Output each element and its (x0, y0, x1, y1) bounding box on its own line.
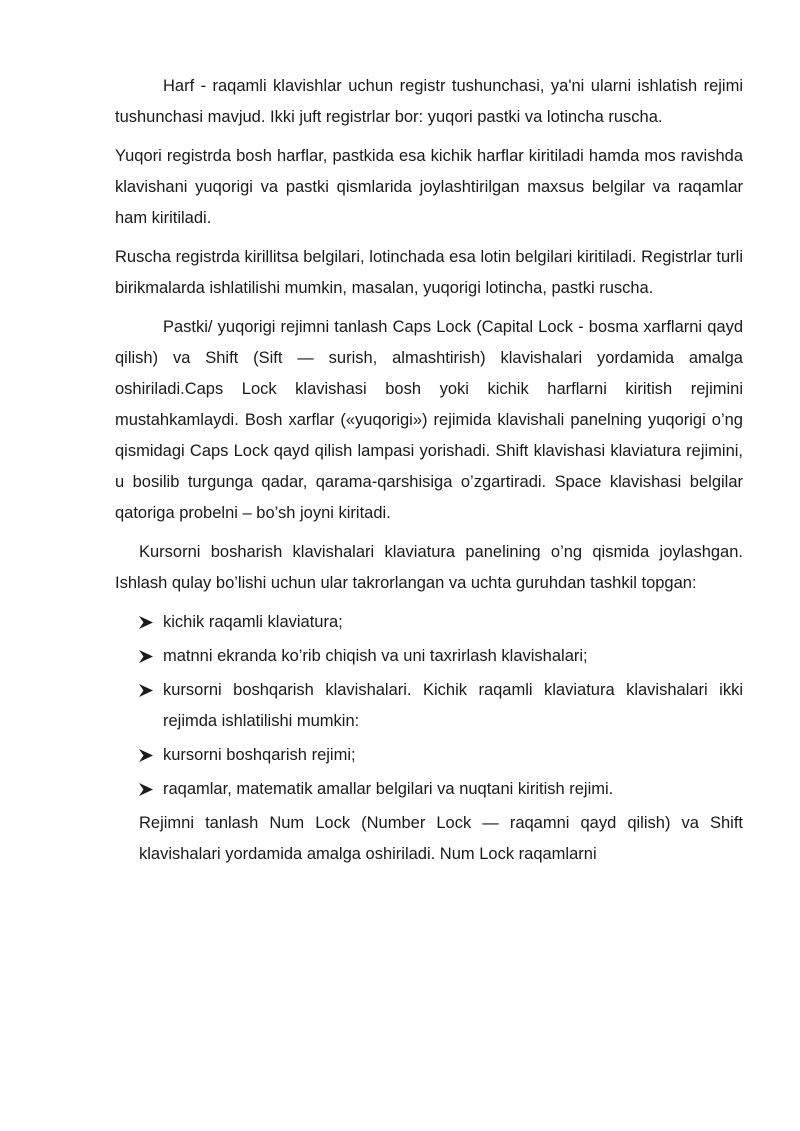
paragraph-num-lock: Rejimni tanlash Num Lock (Number Lock — raqamni qayd qilish) va Shift klavishalari yordamida amalga oshiriladi. Num Lock raqamlarni (139, 814, 743, 863)
list-item (115, 607, 743, 638)
list-item-text: raqamlar, matematik amallar belgilari va nuqtani kiritish rejimi. (163, 780, 614, 798)
paragraph-upper-register: Yuqori registrda bosh harflar, pastkida esa kichik harflar kiritiladi hamda mos ravishda klavishani yuqorigi va pastki qismlarida joylashtirilgan maxsus belgilar va raqamlar ham kiritiladi. (115, 147, 743, 227)
list-item (115, 675, 743, 737)
paragraph-register-concept: Harf - raqamli klavishlar uchun registr tushunchasi, ya'ni ularni ishlatish rejimi tushunchasi mavjud. Ikki juft registrlar bor: yuqori pastki va lotincha ruscha. (115, 77, 743, 126)
list-item (115, 774, 743, 805)
list-item (115, 740, 743, 771)
list-item-text: matnni ekranda ko’rib chiqish va uni taxrirlash klavishalari; (163, 647, 588, 665)
list-item-text: kursorni boshqarish klavishalari. Kichik raqamli klaviatura klavishalari ikki rejimda ishlatilishi mumkin: (163, 681, 743, 730)
arrowhead-icon (139, 616, 153, 629)
list-item-text: kursorni boshqarish rejimi; (163, 746, 356, 764)
arrowhead-icon (139, 684, 153, 697)
list-item-text: kichik raqamli klaviatura; (163, 613, 343, 631)
arrowhead-icon (139, 749, 153, 762)
arrowhead-icon (139, 650, 153, 663)
bullet-list (115, 607, 743, 805)
list-item (115, 641, 743, 672)
paragraph-russian-register: Ruscha registrda kirillitsa belgilari, lotinchada esa lotin belgilari kiritiladi. Registrlar turli birikmalarda ishlatilishi mumkin, masalan, yuqorigi lotincha, pastki ruscha. (115, 248, 743, 297)
arrowhead-icon (139, 783, 153, 796)
document-page (115, 71, 743, 870)
paragraph-caps-lock: Pastki/ yuqorigi rejimni tanlash Caps Lock (Capital Lock - bosma xarflarni qayd qilish) va Shift (Sift — surish, almashtirish) klavishalari yordamida amalga oshiriladi.Caps Lock klavishasi bosh yoki kichik harflarni kiritish rejimini mustahkamlaydi. Bosh xarflar («yuqorigi») rejimida klavishali panelning yuqorigi o’ng qismidagi Caps Lock qayd qilish lampasi yorishadi. Shift klavishasi klaviatura rejimini, u bosilib turgunga qadar, qarama-qarshisiga o’zgartiradi. Space klavishasi belgilar qatoriga probelni – bo’sh joyni kiritadi. (115, 318, 743, 522)
paragraph-cursor-keys: Kursorni bosharish klavishalari klaviatura panelining o’ng qismida joylashgan. Ishlash qulay bo’lishi uchun ular takrorlangan va uchta guruhdan tashkil topgan: (115, 543, 743, 592)
